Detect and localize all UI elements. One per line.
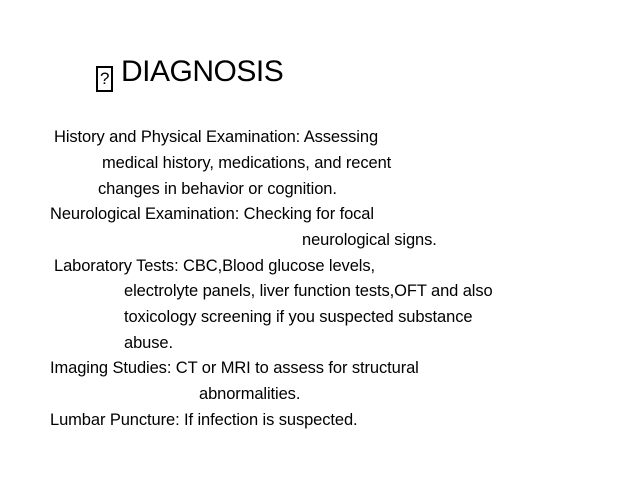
history-line-1: History and Physical Examination: Assessing [54, 128, 379, 146]
lab-line-1: Laboratory Tests: CBC,Blood glucose levels, [54, 257, 375, 275]
lumbar-line: Lumbar Puncture: If infection is suspected. [50, 411, 358, 429]
lab-line-4: abuse. [124, 334, 173, 352]
lab-line-3: toxicology screening if you suspected substance [124, 308, 473, 326]
lab-line-2: electrolyte panels, liver function tests,OFT and also [124, 282, 493, 300]
history-line-3: changes in behavior or cognition. [98, 180, 337, 198]
slide-title [96, 52, 283, 92]
imaging-line-2: abnormalities. [199, 385, 301, 403]
missing-glyph-icon: ? [96, 66, 113, 92]
history-line-2: medical history, medications, and recent [102, 154, 392, 172]
neuro-line-2: neurological signs. [302, 231, 437, 249]
slide-title-text: DIAGNOSIS [121, 55, 284, 88]
imaging-line-1: Imaging Studies: CT or MRI to assess for structural [50, 359, 419, 377]
neuro-line-1: Neurological Examination: Checking for focal [50, 205, 374, 223]
